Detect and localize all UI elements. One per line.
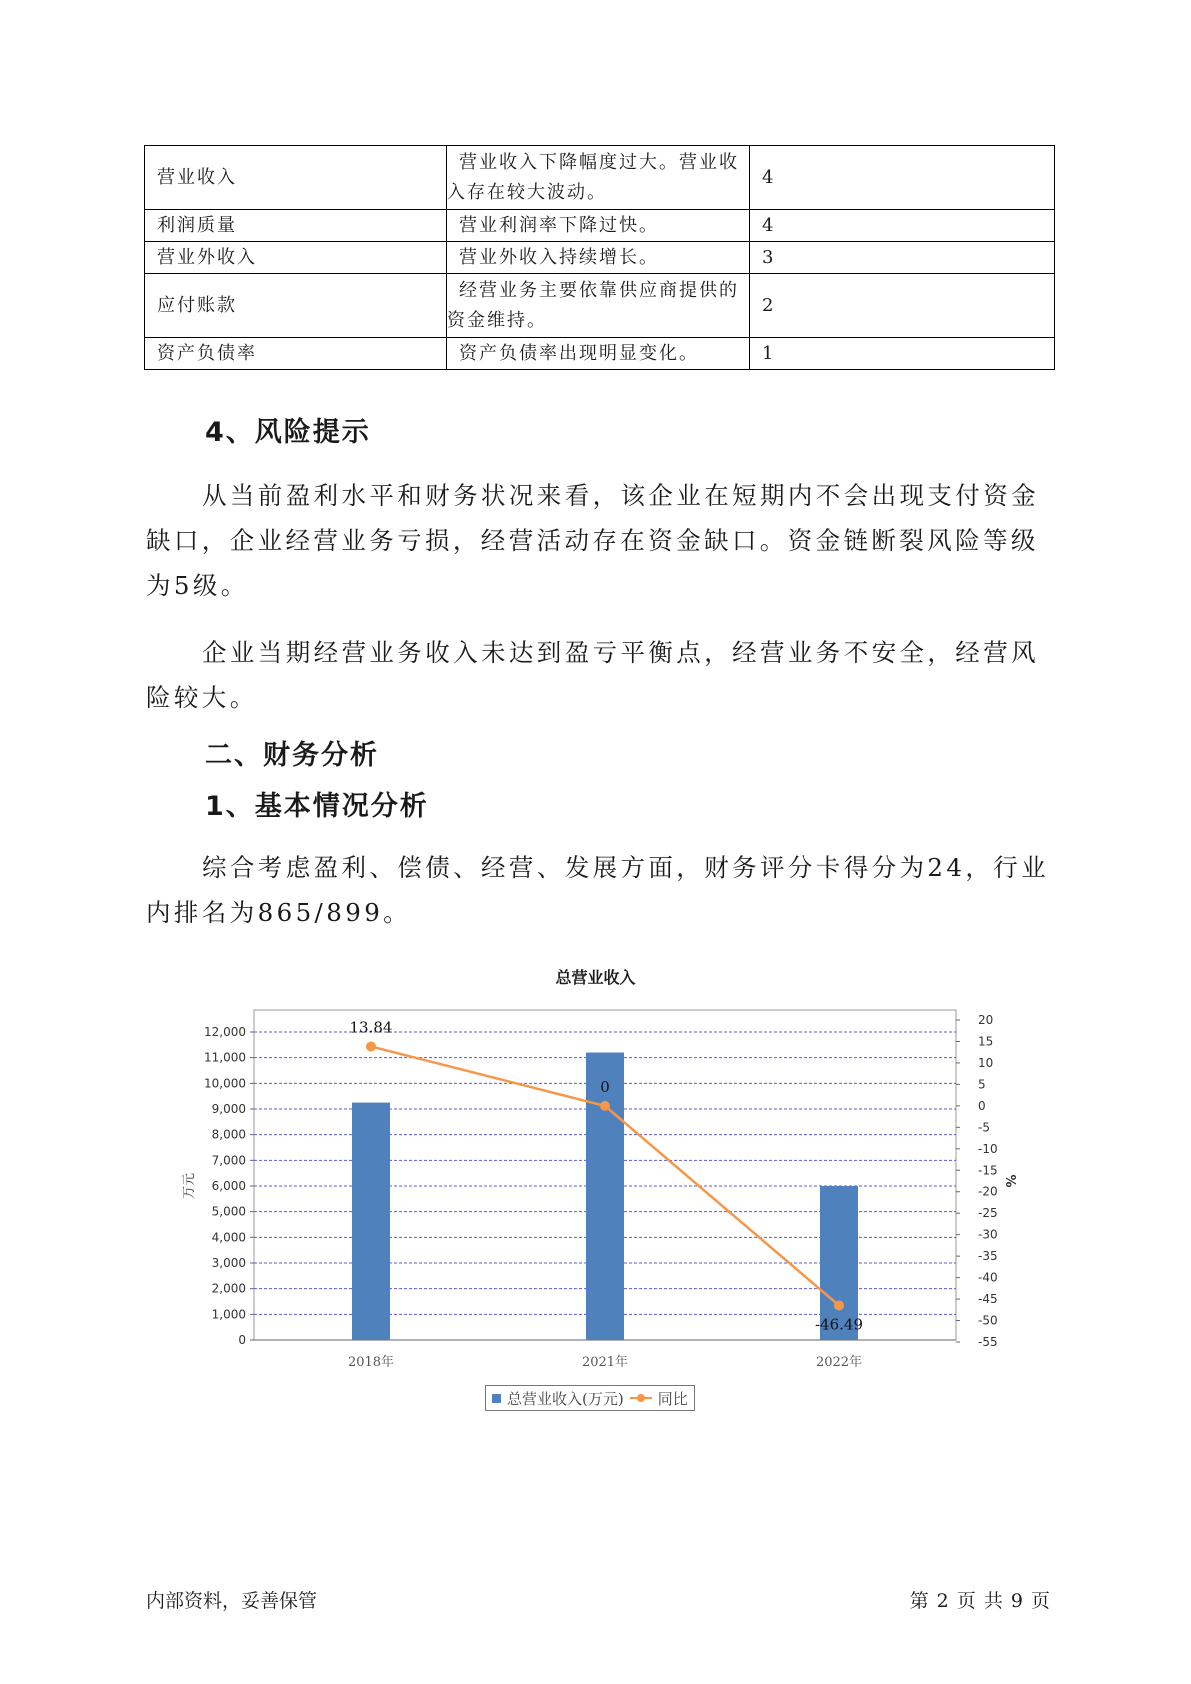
table-row (145, 338, 1055, 370)
y2-tick-label: -5 (978, 1120, 990, 1135)
section-heading-finance: 二、财务分析 (205, 740, 379, 771)
line-point (600, 1101, 610, 1111)
table-row (145, 210, 1055, 242)
y2-tick-label: -45 (978, 1292, 998, 1307)
table-cell-item: 利润质量 (145, 210, 447, 242)
table-cell-score: 1 (750, 338, 1055, 370)
y-tick-label: 7,000 (211, 1153, 246, 1168)
table-cell-score: 3 (750, 242, 1055, 274)
y2-tick-label: -15 (978, 1163, 998, 1178)
paragraph-basic: 综合考虑盈利、偿债、经营、发展方面，财务评分卡得分为24，行业内排名为865/899。 (146, 853, 1050, 927)
legend-bar-swatch (492, 1394, 501, 1403)
table-row (145, 242, 1055, 274)
paragraph-risk-2: 企业当期经营业务收入未达到盈亏平衡点，经营业务不安全，经营风险较大。 (146, 638, 1039, 712)
y-tick-label: 0 (238, 1333, 246, 1347)
y-tick-label: 3,000 (211, 1256, 246, 1270)
table-cell-item: 应付账款 (145, 274, 447, 338)
legend-line-swatch (630, 1393, 652, 1403)
table-cell-desc: 经营业务主要依靠供应商提供的资金维持。 (447, 274, 750, 338)
legend-bar-label: 总营业收入(万元) (507, 1389, 624, 1408)
y-tick-label: 12,000 (204, 1025, 246, 1039)
y-tick-label: 6,000 (211, 1179, 246, 1193)
legend-line-label: 同比 (657, 1389, 688, 1408)
data-label: -46.49 (814, 1315, 864, 1334)
y-tick-label: 11,000 (204, 1050, 246, 1065)
revenue-chart (0, 990, 1191, 1385)
y2-tick-label: 0 (978, 1098, 986, 1113)
table-cell-desc: 营业收入下降幅度过大。营业收入存在较大波动。 (447, 146, 750, 210)
section-heading-risk: 4、风险提示 (205, 417, 371, 448)
y2-tick-label: 20 (978, 1013, 994, 1027)
y-tick-label: 9,000 (211, 1102, 246, 1116)
y2-tick-label: -55 (978, 1335, 998, 1349)
paragraph-risk-1: 从当前盈利水平和财务状况来看，该企业在短期内不会出现支付资金缺口，企业经营业务亏损，经营活动存在资金缺口。资金链断裂风险等级为5级。 (146, 481, 1039, 600)
y-tick-label: 8,000 (211, 1127, 246, 1142)
subsection-heading-basic: 1、基本情况分析 (205, 791, 429, 822)
table-row (145, 274, 1055, 338)
y2-tick-label: -10 (978, 1141, 998, 1156)
table-cell-score: 4 (750, 210, 1055, 242)
footer-confidential: 内部资料，妥善保管 (146, 1590, 318, 1612)
y-axis-label: 万元 (182, 1172, 197, 1200)
bar (352, 1103, 390, 1340)
y2-tick-label: -35 (978, 1249, 998, 1264)
y-tick-label: 2,000 (211, 1281, 246, 1296)
y2-tick-label: 10 (978, 1055, 994, 1070)
footer-page-number: 第 2 页 共 9 页 (909, 1590, 1051, 1612)
table-cell-item: 营业外收入 (145, 242, 447, 274)
table-cell-item: 营业收入 (145, 146, 447, 210)
y2-axis-label: % (1002, 1174, 1017, 1188)
y-tick-label: 1,000 (211, 1307, 246, 1322)
y2-tick-label: -30 (978, 1227, 998, 1242)
x-tick-label: 2022年 (815, 1355, 863, 1370)
table-cell-desc: 资产负债率出现明显变化。 (447, 338, 750, 370)
y2-tick-label: -40 (978, 1270, 998, 1285)
y2-tick-label: 5 (978, 1077, 986, 1092)
y-tick-label: 4,000 (211, 1230, 246, 1245)
line-point (366, 1041, 376, 1051)
table-cell-score: 4 (750, 146, 1055, 210)
x-tick-label: 2018年 (347, 1355, 395, 1370)
data-label: 13.84 (349, 1018, 393, 1037)
chart-title: 总营业收入 (555, 968, 636, 987)
table-cell-item: 资产负债率 (145, 338, 447, 370)
y2-tick-label: 15 (978, 1034, 994, 1049)
table-row (145, 146, 1055, 210)
table-cell-desc: 营业利润率下降过快。 (447, 210, 750, 242)
table-cell-score: 2 (750, 274, 1055, 338)
y-tick-label: 5,000 (211, 1204, 246, 1219)
y2-tick-label: -50 (978, 1313, 998, 1328)
chart-legend (485, 1385, 695, 1411)
line-point (834, 1300, 844, 1310)
data-label: 0 (600, 1077, 610, 1096)
x-tick-label: 2021年 (581, 1355, 629, 1370)
y2-tick-label: -25 (978, 1206, 998, 1221)
y-tick-label: 10,000 (204, 1076, 246, 1091)
y2-tick-label: -20 (978, 1184, 998, 1199)
risk-table (144, 145, 1055, 370)
table-cell-desc: 营业外收入持续增长。 (447, 242, 750, 274)
